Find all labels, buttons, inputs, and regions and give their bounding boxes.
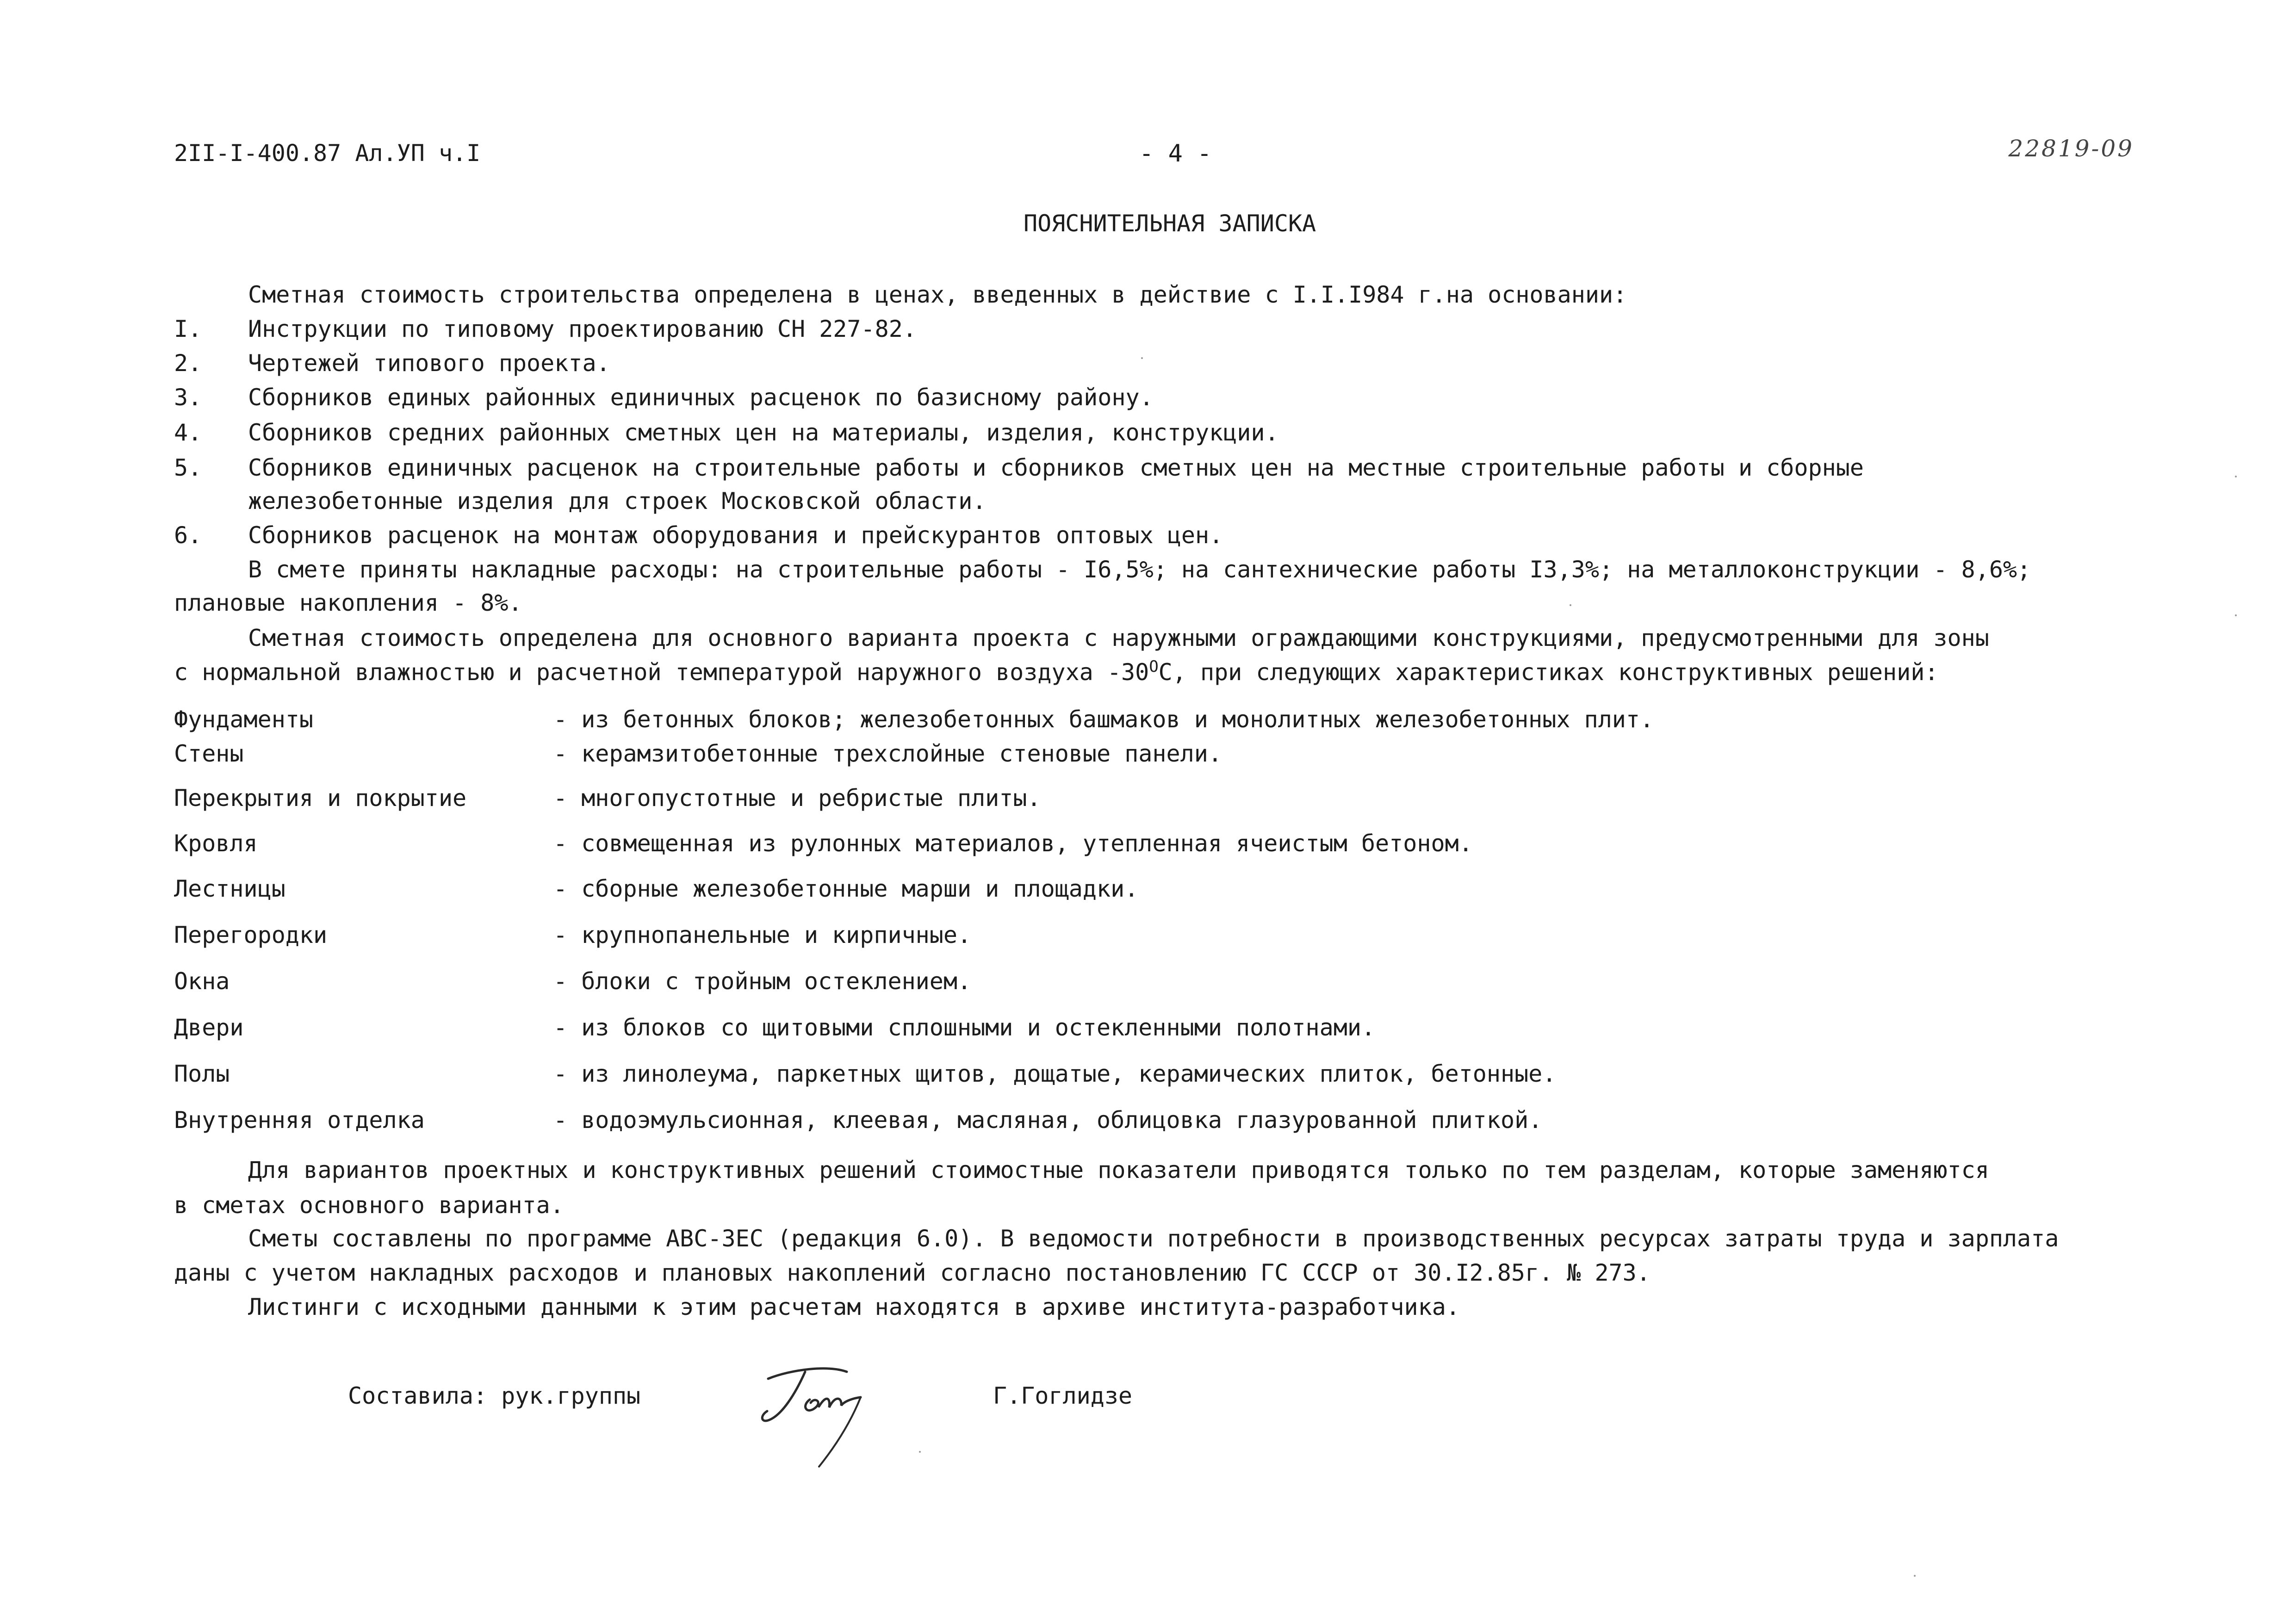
- structure-value: - блоки с тройным остеклением.: [553, 968, 972, 995]
- source-number: I.: [174, 316, 202, 342]
- source-number: 6.: [174, 522, 202, 549]
- scan-speck: [919, 1451, 921, 1453]
- variants-line: Для вариантов проектных и конструктивных решений стоимостные показатели приводятся только по тем разделам, которые заменяются: [248, 1157, 1989, 1183]
- overheads-line: В смете приняты накладные расходы: на строительные работы - I6,5%; на сантехнические работы I3,3%; на металлоконструкции - 8,6%;: [248, 556, 2031, 583]
- structure-label: Окна: [174, 968, 230, 995]
- intro-paragraph: Сметная стоимость строительства определена в ценах, введенных в действие с I.I.I984 г.на основании:: [248, 281, 1627, 308]
- basis-line: Сметная стоимость определена для основного варианта проекта с наружными ограждающими конструкциями, предусмотренными для зоны: [248, 625, 1989, 651]
- signature-name: Г.Гоглидзе: [993, 1382, 1133, 1409]
- structure-label: Перекрытия и покрытие: [174, 785, 467, 812]
- page-title: ПОЯСНИТЕЛЬНАЯ ЗАПИСКА: [1024, 210, 1316, 237]
- basis-line: [174, 657, 1939, 686]
- structure-label: Полы: [174, 1060, 230, 1087]
- scan-speck: [1570, 604, 1571, 606]
- structure-value: - водоэмульсионная, клеевая, масляная, облицовка глазурованной плиткой.: [553, 1107, 1543, 1134]
- source-text: Сборников единичных расценок на строительные работы и сборников сметных цен на местные строительные работы и сборные: [248, 454, 1864, 481]
- structure-label: Двери: [174, 1014, 244, 1041]
- variants-line: в сметах основного варианта.: [174, 1192, 564, 1219]
- basis-text: с нормальной влажностью и расчетной температурой наружного воздуха -30: [174, 659, 1149, 686]
- source-text: Сборников расценок на монтаж оборудования и прейскурантов оптовых цен.: [248, 522, 1223, 549]
- degree-sign: О: [1149, 657, 1159, 676]
- structure-value: - из линолеума, паркетных щитов, дощатые, керамических плиток, бетонные.: [553, 1060, 1557, 1087]
- page-number: - 4 -: [1139, 140, 1212, 167]
- structure-label: Перегородки: [174, 922, 328, 948]
- structure-value: - из бетонных блоков; железобетонных башмаков и монолитных железобетонных плит.: [553, 706, 1654, 733]
- scan-speck: [1914, 1575, 1916, 1577]
- structure-label: Кровля: [174, 830, 258, 857]
- structure-label: Фундаменты: [174, 706, 314, 733]
- inventory-number: 22819-09: [2008, 135, 2134, 162]
- structure-label: Лестницы: [174, 875, 285, 902]
- structure-value: - керамзитобетонные трехслойные стеновые панели.: [553, 740, 1222, 767]
- overheads-line: плановые накопления - 8%.: [174, 589, 522, 616]
- handwritten-signature: [750, 1351, 888, 1471]
- scan-speck: [2235, 476, 2237, 477]
- listings-paragraph: Листинги с исходными данными к этим расчетам находятся в архиве института-разработчика.: [248, 1294, 1460, 1320]
- structure-value: - совмещенная из рулонных материалов, утепленная ячеистым бетоном.: [553, 830, 1473, 857]
- source-text: Сборников средних районных сметных цен на материалы, изделия, конструкции.: [248, 419, 1279, 446]
- structure-label: Стены: [174, 740, 244, 767]
- source-number: 3.: [174, 384, 202, 411]
- source-number: 5.: [174, 454, 202, 481]
- scan-speck: [1141, 357, 1143, 359]
- structure-value: - из блоков со щитовыми сплошными и остекленными полотнами.: [553, 1014, 1376, 1041]
- doc-code: 2II-I-400.87 Ал.УП ч.I: [174, 140, 481, 167]
- structure-value: - многопустотные и ребристые плиты.: [553, 785, 1041, 812]
- structure-label: Внутренняя отделка: [174, 1107, 425, 1134]
- scan-speck: [2235, 614, 2237, 616]
- basis-text-end: С, при следующих характеристиках конструктивных решений:: [1158, 659, 1939, 686]
- signature-role: Составила: рук.группы: [348, 1382, 641, 1409]
- source-text: Инструкции по типовому проектированию СН 227-82.: [248, 316, 917, 342]
- source-text: Сборников единых районных единичных расценок по базисному району.: [248, 384, 1154, 411]
- structure-value: - сборные железобетонные марши и площадки.: [553, 875, 1139, 902]
- program-line: даны с учетом накладных расходов и плановых накоплений согласно постановлению ГС СССР от 30.I2.85г. № 273.: [174, 1259, 1651, 1286]
- source-number: 2.: [174, 350, 202, 377]
- source-text-continued: железобетонные изделия для строек Московской области.: [248, 488, 987, 514]
- source-text: Чертежей типового проекта.: [248, 350, 610, 377]
- source-number: 4.: [174, 419, 202, 446]
- structure-value: - крупнопанельные и кирпичные.: [553, 922, 972, 948]
- program-line: Сметы составлены по программе АВС-3ЕС (редакция 6.0). В ведомости потребности в производственных ресурсах затраты труда и зарплата: [248, 1225, 2059, 1252]
